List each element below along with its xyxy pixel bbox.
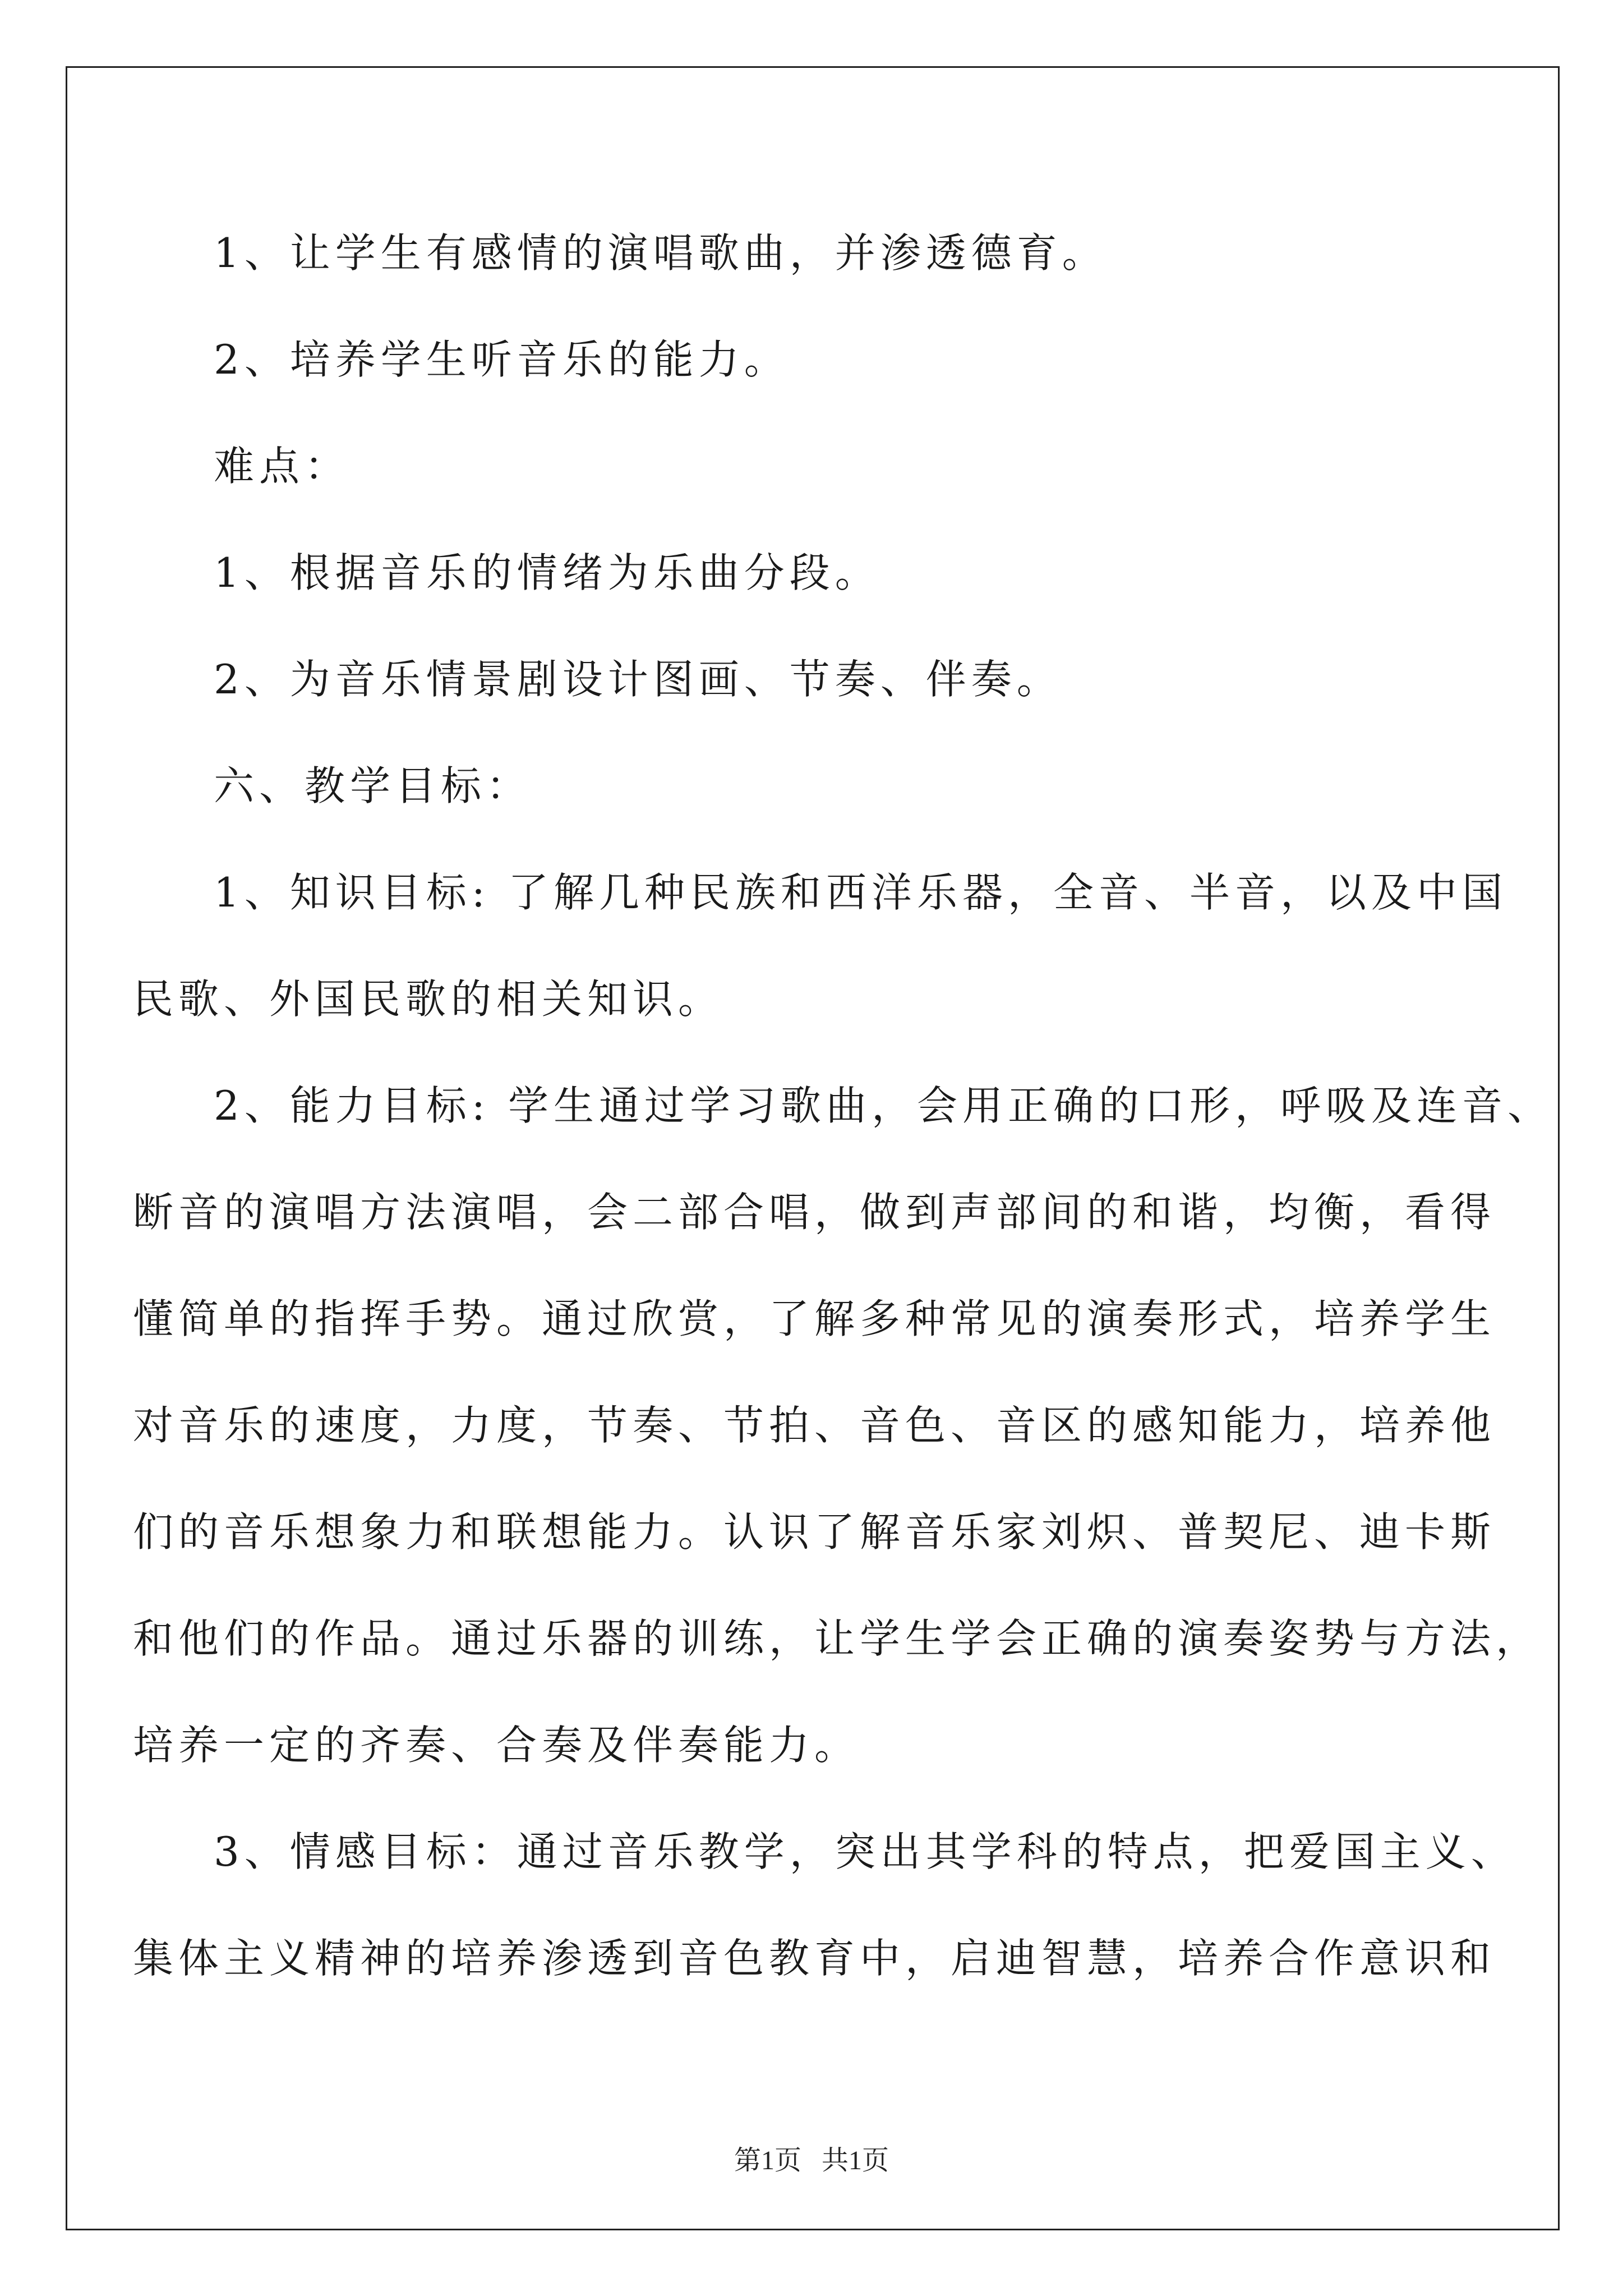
emotion-goal-line-2: 集体主义精神的培养渗透到音色教育中，启迪智慧，培养合作意识和 bbox=[133, 1935, 1496, 1982]
ability-goal-line-4: 对音乐的速度，力度，节奏、节拍、音色、音区的感知能力，培养他 bbox=[133, 1402, 1496, 1449]
knowledge-goal-line-2: 民歌、外国民歌的相关知识。 bbox=[133, 976, 724, 1023]
page-number-footer: 第1页 共1页 bbox=[734, 2146, 889, 2175]
ability-goal-line-3: 懂简单的指挥手势。通过欣赏，了解多种常见的演奏形式，培养学生 bbox=[133, 1295, 1496, 1342]
ability-goal-line-2: 断音的演唱方法演唱，会二部合唱，做到声部间的和谐，均衡，看得 bbox=[133, 1189, 1496, 1236]
heading-difficulties: 难点： bbox=[214, 443, 351, 490]
paragraph-1: 1、让学生有感情的演唱歌曲，并渗透德育。 bbox=[214, 229, 1108, 277]
heading-teaching-goals: 六、教学目标： bbox=[214, 762, 532, 809]
ability-goal-line-6: 和他们的作品。通过乐器的训练，让学生学会正确的演奏姿势与方法， bbox=[133, 1615, 1542, 1662]
ability-goal-line-7: 培养一定的齐奏、合奏及伴奏能力。 bbox=[133, 1722, 860, 1769]
knowledge-goal-line-1: 1、知识目标: 了解几种民族和西洋乐器，全音、半音，以及中国 bbox=[214, 869, 1507, 916]
document-body bbox=[133, 200, 1553, 2012]
paragraph-4: 2、为音乐情景剧设计图画、节奏、伴奏。 bbox=[214, 656, 1062, 703]
ability-goal-line-5: 们的音乐想象力和联想能力。认识了解音乐家刘炽、普契尼、迪卡斯 bbox=[133, 1508, 1496, 1556]
ability-goal-line-1: 2、能力目标: 学生通过学习歌曲，会用正确的口形，呼吸及连音、 bbox=[214, 1082, 1553, 1129]
paragraph-2: 2、培养学生听音乐的能力。 bbox=[214, 336, 790, 383]
emotion-goal-line-1: 3、情感目标：通过音乐教学，突出其学科的特点，把爱国主义、 bbox=[214, 1828, 1516, 1875]
paragraph-3: 1、根据音乐的情绪为乐曲分段。 bbox=[214, 549, 880, 596]
